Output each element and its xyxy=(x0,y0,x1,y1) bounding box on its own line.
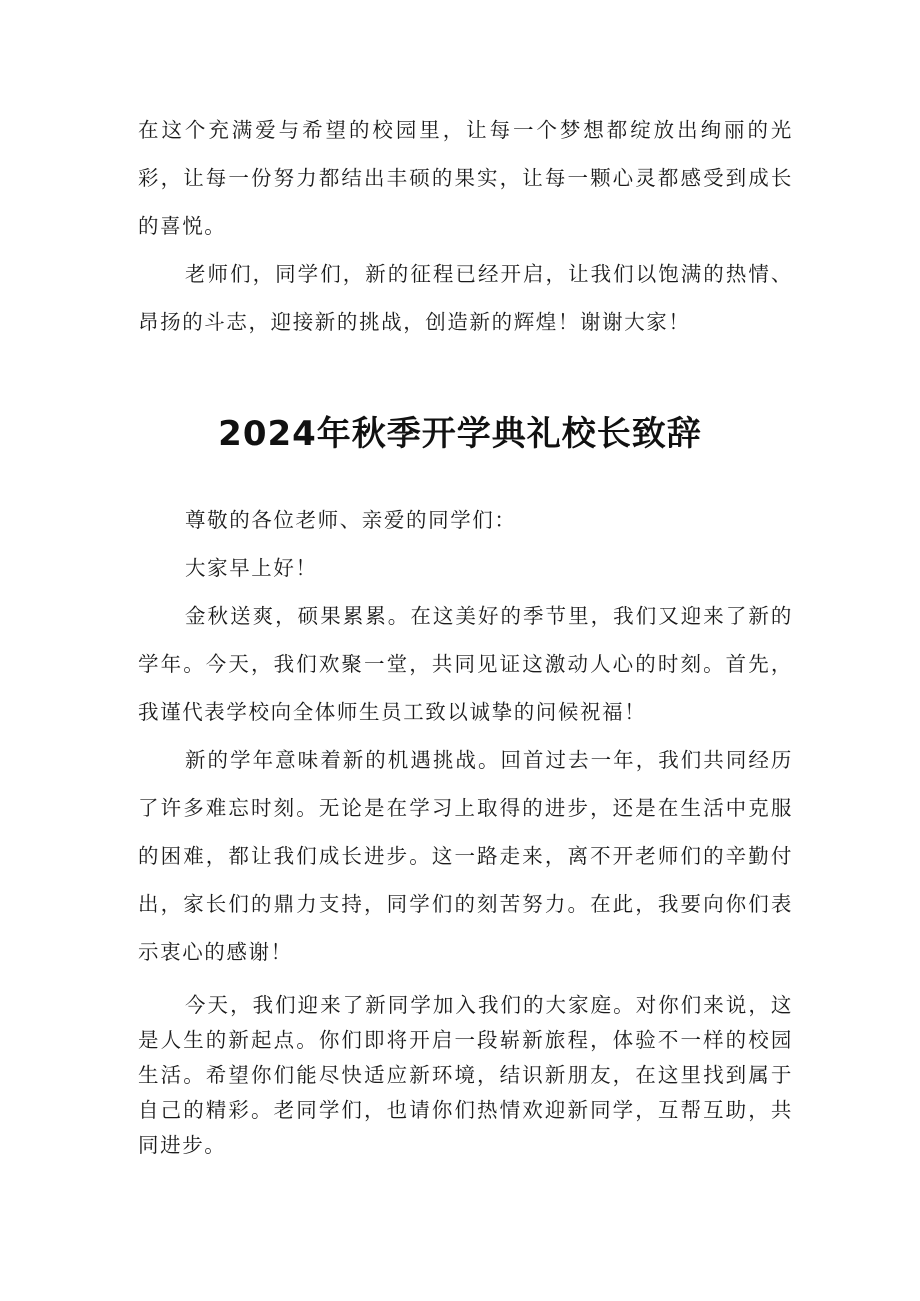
paragraph: 老师们，同学们，新的征程已经开启，让我们以饱满的热情、昂扬的斗志，迎接新的挑战，创造新的辉煌！谢谢大家！ xyxy=(138,262,793,334)
paragraph: 新的学年意味着新的机遇挑战。回首过去一年，我们共同经历了许多难忘时刻。无论是在学习上取得的进步，还是在生活中克服的困难，都让我们成长进步。这一路走来，离不开老师们的辛勤付出，家长们的鼎力支持，同学们的刻苦努力。在此，我要向你们表示衷心的感谢！ xyxy=(138,748,793,964)
previous-section-text xyxy=(138,106,793,346)
speech-title: 2024年秋季开学典礼校长致辞 xyxy=(218,414,702,454)
greeting: 大家早上好！ xyxy=(185,556,318,580)
speech-body xyxy=(138,496,793,976)
salutation: 尊敬的各位老师、亲爱的同学们： xyxy=(185,508,517,532)
paragraph: 今天，我们迎来了新同学加入我们的大家庭。对你们来说，这是人生的新起点。你们即将开启一段崭新旅程，体验不一样的校园生活。希望你们能尽快适应新环境，结识新朋友，在这里找到属于自己的精彩。老同学们，也请你们热情欢迎新同学，互帮互助，共同进步。 xyxy=(138,993,793,1157)
paragraph: 在这个充满爱与希望的校园里，让每一个梦想都绽放出绚丽的光彩，让每一份努力都结出丰硕的果实，让每一颗心灵都感受到成长的喜悦。 xyxy=(138,118,793,238)
speech-body-continued xyxy=(138,988,793,1163)
paragraph: 金秋送爽，硕果累累。在这美好的季节里，我们又迎来了新的学年。今天，我们欢聚一堂，共同见证这激动人心的时刻。首先，我谨代表学校向全体师生员工致以诚挚的问候祝福！ xyxy=(138,604,793,724)
